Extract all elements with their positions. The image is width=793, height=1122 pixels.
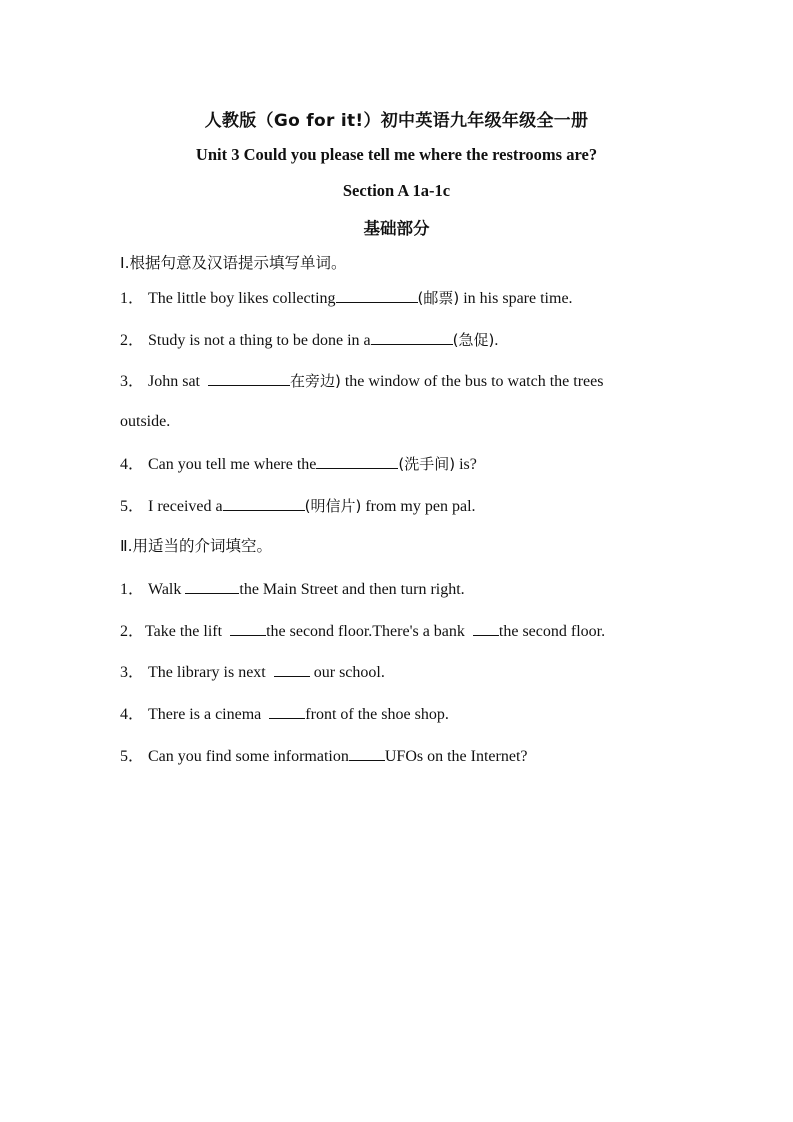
part1-question-3 — [120, 369, 603, 393]
part2-heading: Ⅱ.用适当的介词填空。 — [120, 537, 273, 555]
question-text: There is a cinema — [148, 706, 266, 723]
unit-title: Unit 3 Could you please tell me where the restrooms are? — [195, 145, 598, 164]
answer-blank[interactable] — [349, 744, 385, 761]
part1-heading: Ⅰ.根据句意及汉语提示填写单词。 — [120, 254, 347, 272]
question-text: is? — [455, 456, 477, 473]
question-text: the window of the bus to watch the trees — [340, 373, 604, 390]
answer-blank[interactable] — [185, 577, 239, 594]
question-number: 2． — [120, 332, 145, 349]
part1-question-5 — [120, 494, 476, 518]
section-title: Section A 1a-1c — [342, 181, 451, 200]
chinese-hint: (洗手间) — [398, 455, 456, 473]
part1-question-2 — [120, 328, 498, 352]
question-number: 4． — [120, 456, 145, 473]
chinese-hint: 在旁边) — [290, 372, 341, 390]
question-number: 2． — [120, 623, 145, 640]
part2-question-3 — [120, 660, 385, 684]
question-text: The little boy likes collecting — [148, 290, 336, 307]
part2-question-4 — [120, 702, 449, 726]
question-number: 5． — [120, 498, 145, 515]
part-title: 基础部分 — [363, 219, 430, 238]
question-text: . — [494, 332, 499, 349]
question-number: 5． — [120, 748, 145, 765]
chinese-hint: (明信片) — [304, 497, 362, 515]
question-text: the second floor. — [498, 623, 606, 640]
question-text: Take the lift — [145, 623, 227, 640]
question-text: Walk — [148, 581, 186, 598]
question-text: the second floor.There's a bank — [266, 623, 469, 640]
answer-blank[interactable] — [230, 619, 266, 636]
question-text: our school. — [309, 664, 385, 681]
question-number: 3． — [120, 664, 145, 681]
part1-question-4 — [120, 452, 477, 476]
question-text: Study is not a thing to be done in a — [148, 332, 371, 349]
answer-blank[interactable] — [208, 369, 290, 386]
answer-blank[interactable] — [336, 286, 418, 303]
question-text: in his spare time. — [459, 290, 573, 307]
answer-blank[interactable] — [274, 660, 310, 677]
question-text: The library is next — [148, 664, 270, 681]
chinese-hint: (急促) — [452, 331, 495, 349]
question-text: UFOs on the Internet? — [384, 748, 528, 765]
answer-blank[interactable] — [371, 328, 453, 345]
question-text: front of the shoe shop. — [305, 706, 449, 723]
document-title: 人教版（Go for it!）初中英语九年级年级全一册 — [204, 111, 589, 131]
question-number: 1． — [120, 581, 145, 598]
answer-blank[interactable] — [316, 452, 398, 469]
answer-blank[interactable] — [269, 702, 305, 719]
part2-question-2 — [120, 619, 605, 643]
part2-question-1 — [120, 577, 465, 601]
part1-question-1 — [120, 286, 573, 310]
question-text: from my pen pal. — [361, 498, 476, 515]
question-text: I received a — [148, 498, 223, 515]
answer-blank[interactable] — [473, 619, 499, 636]
answer-blank[interactable] — [223, 494, 305, 511]
question-number: 1． — [120, 290, 145, 307]
part2-question-5 — [120, 744, 528, 768]
chinese-hint: (邮票) — [417, 289, 460, 307]
question-text: the Main Street and then turn right. — [239, 581, 465, 598]
question-text: Can you find some information — [148, 748, 349, 765]
question-text: John sat — [148, 373, 204, 390]
part1-question-3-continuation: outside. — [120, 413, 171, 430]
question-text: Can you tell me where the — [148, 456, 317, 473]
question-number: 3． — [120, 373, 145, 390]
question-number: 4． — [120, 706, 145, 723]
